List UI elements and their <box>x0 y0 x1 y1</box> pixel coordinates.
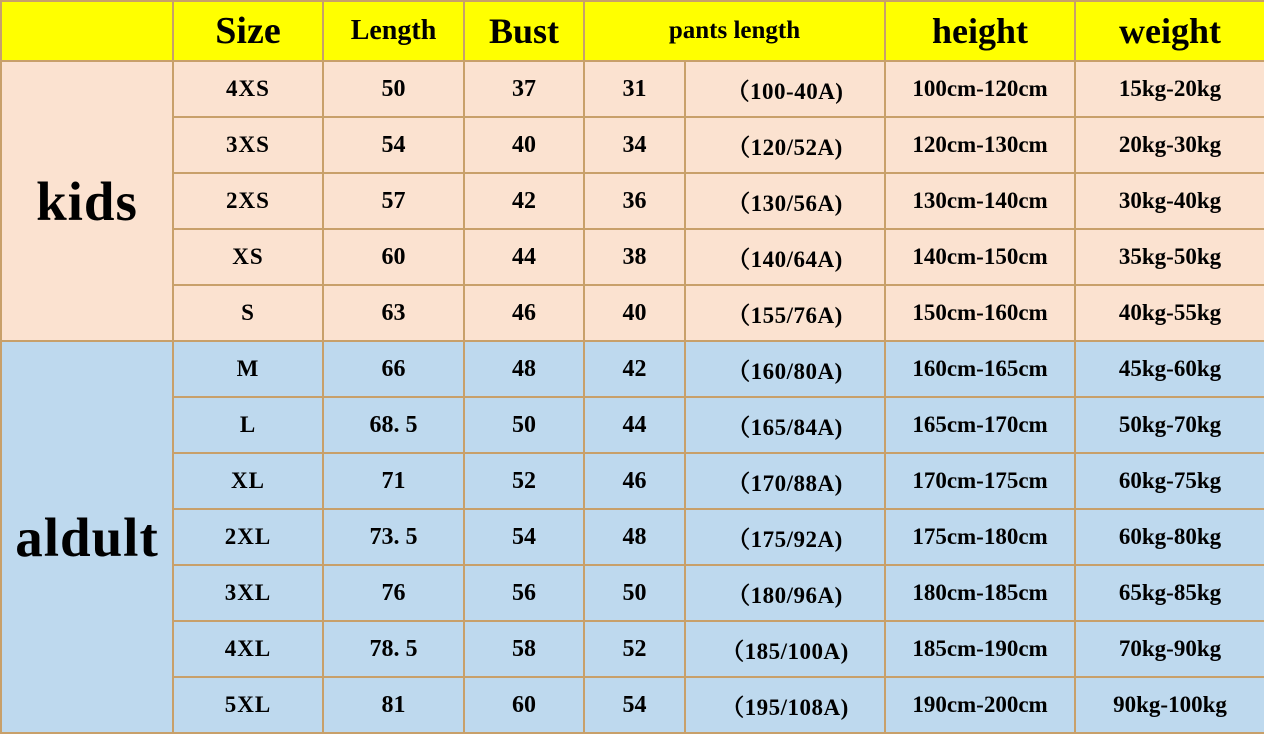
cell-height: 120cm-130cm <box>885 117 1075 173</box>
cell-height: 185cm-190cm <box>885 621 1075 677</box>
cell-size-code: （160/80A) <box>685 341 885 397</box>
cell-length: 50 <box>323 61 464 117</box>
cell-size-code: （170/88A) <box>685 453 885 509</box>
cell-bust: 48 <box>464 341 584 397</box>
cell-size-code: （130/56A) <box>685 173 885 229</box>
cell-length: 60 <box>323 229 464 285</box>
table-row <box>1 173 1264 229</box>
cell-weight: 45kg-60kg <box>1075 341 1264 397</box>
cell-pants-length: 34 <box>584 117 685 173</box>
table-row <box>1 285 1264 341</box>
table-row <box>1 677 1264 733</box>
cell-size: XL <box>173 453 323 509</box>
header-bust: Bust <box>464 1 584 61</box>
header-pants-length: pants length <box>584 1 885 61</box>
cell-pants-length: 48 <box>584 509 685 565</box>
table-row <box>1 397 1264 453</box>
cell-weight: 35kg-50kg <box>1075 229 1264 285</box>
cell-pants-length: 42 <box>584 341 685 397</box>
cell-pants-length: 46 <box>584 453 685 509</box>
cell-length: 57 <box>323 173 464 229</box>
cell-size-code: （155/76A) <box>685 285 885 341</box>
cell-bust: 44 <box>464 229 584 285</box>
cell-height: 175cm-180cm <box>885 509 1075 565</box>
cell-size-code: （100-40A) <box>685 61 885 117</box>
cell-length: 71 <box>323 453 464 509</box>
cell-size: 4XS <box>173 61 323 117</box>
cell-bust: 52 <box>464 453 584 509</box>
cell-pants-length: 40 <box>584 285 685 341</box>
cell-weight: 40kg-55kg <box>1075 285 1264 341</box>
cell-pants-length: 31 <box>584 61 685 117</box>
header-size: Size <box>173 1 323 61</box>
table-row <box>1 453 1264 509</box>
cell-size-code: （120/52A) <box>685 117 885 173</box>
cell-size: M <box>173 341 323 397</box>
cell-weight: 15kg-20kg <box>1075 61 1264 117</box>
cell-height: 100cm-120cm <box>885 61 1075 117</box>
table-row <box>1 117 1264 173</box>
table-row <box>1 341 1264 397</box>
cell-bust: 42 <box>464 173 584 229</box>
cell-length: 73. 5 <box>323 509 464 565</box>
header-group-blank <box>1 1 173 61</box>
cell-weight: 65kg-85kg <box>1075 565 1264 621</box>
cell-weight: 60kg-80kg <box>1075 509 1264 565</box>
cell-bust: 58 <box>464 621 584 677</box>
cell-height: 190cm-200cm <box>885 677 1075 733</box>
cell-size-code: （195/108A) <box>685 677 885 733</box>
cell-size: S <box>173 285 323 341</box>
cell-bust: 56 <box>464 565 584 621</box>
cell-weight: 30kg-40kg <box>1075 173 1264 229</box>
table-header-row <box>1 1 1264 61</box>
table-row <box>1 621 1264 677</box>
cell-size: 2XL <box>173 509 323 565</box>
cell-bust: 50 <box>464 397 584 453</box>
cell-pants-length: 50 <box>584 565 685 621</box>
cell-weight: 90kg-100kg <box>1075 677 1264 733</box>
cell-length: 68. 5 <box>323 397 464 453</box>
cell-size-code: （165/84A) <box>685 397 885 453</box>
header-length: Length <box>323 1 464 61</box>
cell-height: 130cm-140cm <box>885 173 1075 229</box>
cell-height: 140cm-150cm <box>885 229 1075 285</box>
cell-height: 170cm-175cm <box>885 453 1075 509</box>
cell-bust: 46 <box>464 285 584 341</box>
cell-pants-length: 36 <box>584 173 685 229</box>
cell-bust: 40 <box>464 117 584 173</box>
cell-height: 180cm-185cm <box>885 565 1075 621</box>
table-row <box>1 61 1264 117</box>
cell-size-code: （140/64A) <box>685 229 885 285</box>
group-label-adult: aldult <box>1 341 173 733</box>
cell-bust: 60 <box>464 677 584 733</box>
cell-pants-length: 38 <box>584 229 685 285</box>
cell-length: 78. 5 <box>323 621 464 677</box>
cell-size: 4XL <box>173 621 323 677</box>
cell-size: L <box>173 397 323 453</box>
cell-size-code: （180/96A) <box>685 565 885 621</box>
cell-weight: 50kg-70kg <box>1075 397 1264 453</box>
cell-size-code: （185/100A) <box>685 621 885 677</box>
cell-size: 3XS <box>173 117 323 173</box>
cell-length: 81 <box>323 677 464 733</box>
cell-length: 63 <box>323 285 464 341</box>
cell-bust: 54 <box>464 509 584 565</box>
cell-weight: 70kg-90kg <box>1075 621 1264 677</box>
table-row <box>1 229 1264 285</box>
cell-size: 2XS <box>173 173 323 229</box>
cell-length: 54 <box>323 117 464 173</box>
header-weight: weight <box>1075 1 1264 61</box>
cell-pants-length: 44 <box>584 397 685 453</box>
cell-size-code: （175/92A) <box>685 509 885 565</box>
cell-length: 66 <box>323 341 464 397</box>
cell-bust: 37 <box>464 61 584 117</box>
table-row <box>1 509 1264 565</box>
cell-size: 3XL <box>173 565 323 621</box>
cell-size: XS <box>173 229 323 285</box>
cell-height: 165cm-170cm <box>885 397 1075 453</box>
cell-height: 150cm-160cm <box>885 285 1075 341</box>
cell-pants-length: 52 <box>584 621 685 677</box>
cell-size: 5XL <box>173 677 323 733</box>
cell-height: 160cm-165cm <box>885 341 1075 397</box>
cell-weight: 20kg-30kg <box>1075 117 1264 173</box>
cell-weight: 60kg-75kg <box>1075 453 1264 509</box>
header-height: height <box>885 1 1075 61</box>
cell-pants-length: 54 <box>584 677 685 733</box>
group-label-kids: kids <box>1 61 173 341</box>
cell-length: 76 <box>323 565 464 621</box>
table-row <box>1 565 1264 621</box>
